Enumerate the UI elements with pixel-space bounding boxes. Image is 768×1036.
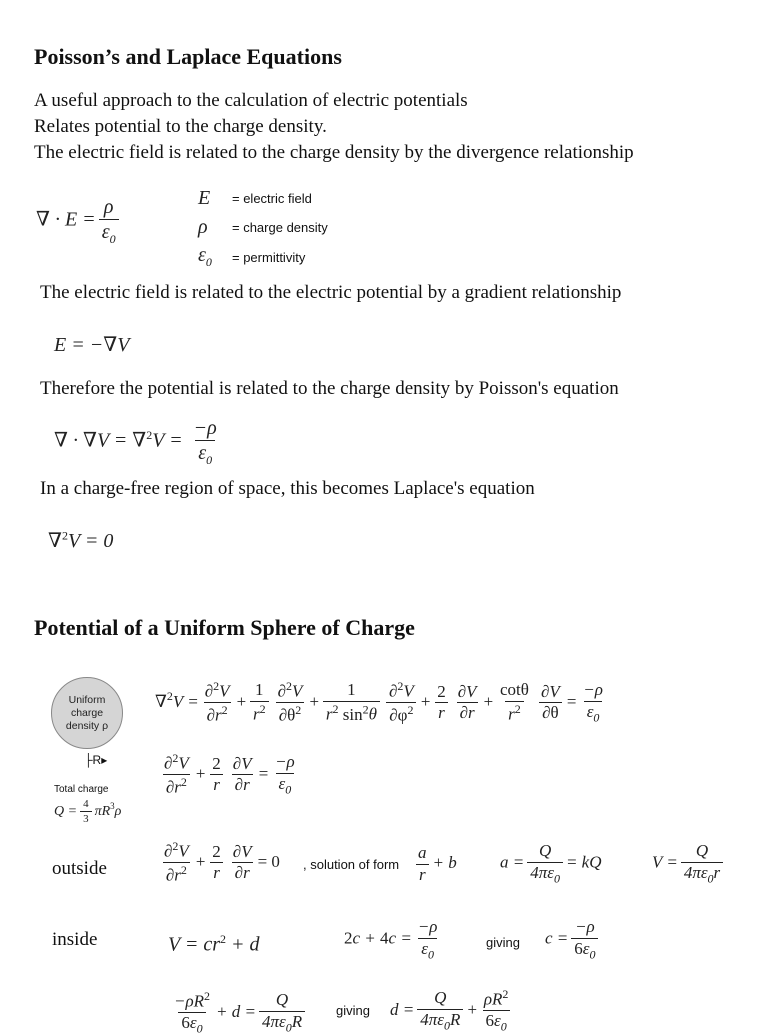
solution-of-form-text: , solution of form [303, 857, 400, 872]
poisson-text: Therefore the potential is related to the charge density by Poisson's equation [40, 378, 619, 399]
intro-line-3: The electric field is related to the charge density by the divergence relationship [34, 142, 634, 163]
constant-d-equation: d = $\frac{Q}{4\pi\varepsilon_0R}$ + $\frac{\rho R^2}{6\varepsilon_0}$ [390, 987, 509, 1034]
legend-desc-epsilon: = permittivity [232, 249, 306, 265]
spherical-laplacian-equation: ∇$^2$V = $\frac{\partial^2V}{\partial r^2}$ + $\frac{1}{r^2}$ $\frac{\partial^2V}{\partial\theta^2}$ + $\frac{1}{r^2 \sin^2\theta}$ $\frac{\partial^2V}{\partial\varphi^2}$ + $\frac{2}{r}$ $\frac{\partial V}{\partial r}$ + $\frac{\cot\theta}{r^2}$ $\frac{\partial V}{\partial\theta}$ = $\frac{-\rho}{\varepsilon_0}$ [155, 679, 603, 725]
gradient-text: The electric field is related to the electric potential by a gradient relationship [40, 282, 622, 303]
sphere-diagram: Uniform charge density ρ [51, 677, 123, 749]
radius-arrow: ├R▸ [84, 753, 108, 767]
outside-equation: $\frac{\partial^2V}{\partial r^2}$ + $\frac{2}{r}$ $\frac{\partial V}{\partial r}$ = 0 [164, 839, 280, 885]
legend-desc-rho: = charge density [232, 219, 328, 235]
solution-form-equation: $\frac{a}{r}$ + b [412, 844, 457, 884]
giving-text-1: giving [486, 935, 520, 950]
legend-symbol-epsilon: $\varepsilon_0$ [198, 244, 212, 269]
poisson-equation: ∇ · ∇V = ∇$^2$V = $\frac{-\rho}{\varepsilon_0}$ [54, 417, 217, 467]
constant-a-equation: a = $\frac{Q}{4\pi\varepsilon_0}$ = kQ [500, 841, 602, 886]
total-charge-label: Total charge [54, 784, 109, 795]
outside-potential-equation: V = $\frac{Q}{4\pi\varepsilon_0r}$ [652, 842, 726, 885]
section-title-poisson-laplace: Poisson’s and Laplace Equations [34, 44, 342, 69]
laplace-text: In a charge-free region of space, this becomes Laplace's equation [40, 478, 535, 499]
radial-equation: $\frac{\partial^2V}{\partial r^2}$ + $\frac{2}{r}$ $\frac{\partial V}{\partial r}$ = $\frac{-\rho}{\varepsilon_0}$ [164, 751, 295, 797]
total-charge-formula: Q = $\frac{4}{3}$ $\pi R^3\rho$ [54, 798, 122, 826]
symbol-legend [198, 185, 328, 272]
constant-c-equation: c = $\frac{-\rho}{6\varepsilon_0}$ [545, 918, 601, 961]
inside-potential-equation: $V = cr^2 + d$ [168, 932, 260, 956]
intro-line-2: Relates potential to the charge density. [34, 116, 327, 137]
legend-symbol-e: E [198, 187, 211, 209]
legend-desc-e: = electric field [232, 191, 312, 206]
gradient-equation: E = −∇V [54, 334, 130, 356]
outside-label: outside [52, 858, 107, 879]
legend-symbol-rho: ρ [198, 215, 208, 238]
section-title-uniform-sphere: Potential of a Uniform Sphere of Charge [34, 615, 415, 640]
laplace-equation: ∇$^2$V = 0 [48, 528, 114, 552]
giving-text-2: giving [336, 1003, 370, 1018]
inside-constant-equation: 2c + 4c = $\frac{-\rho}{\varepsilon_0}$ [344, 917, 438, 962]
boundary-condition-equation: $\frac{-\rho R^2}{6\varepsilon_0}$ + d = $\frac{Q}{4\pi\varepsilon_0R}$ [168, 990, 308, 1036]
inside-label: inside [52, 929, 98, 950]
intro-line-1: A useful approach to the calculation of electric potentials [34, 90, 468, 111]
divergence-equation: ∇ · E = $\frac{\rho}{\varepsilon_0}$ [36, 196, 122, 246]
